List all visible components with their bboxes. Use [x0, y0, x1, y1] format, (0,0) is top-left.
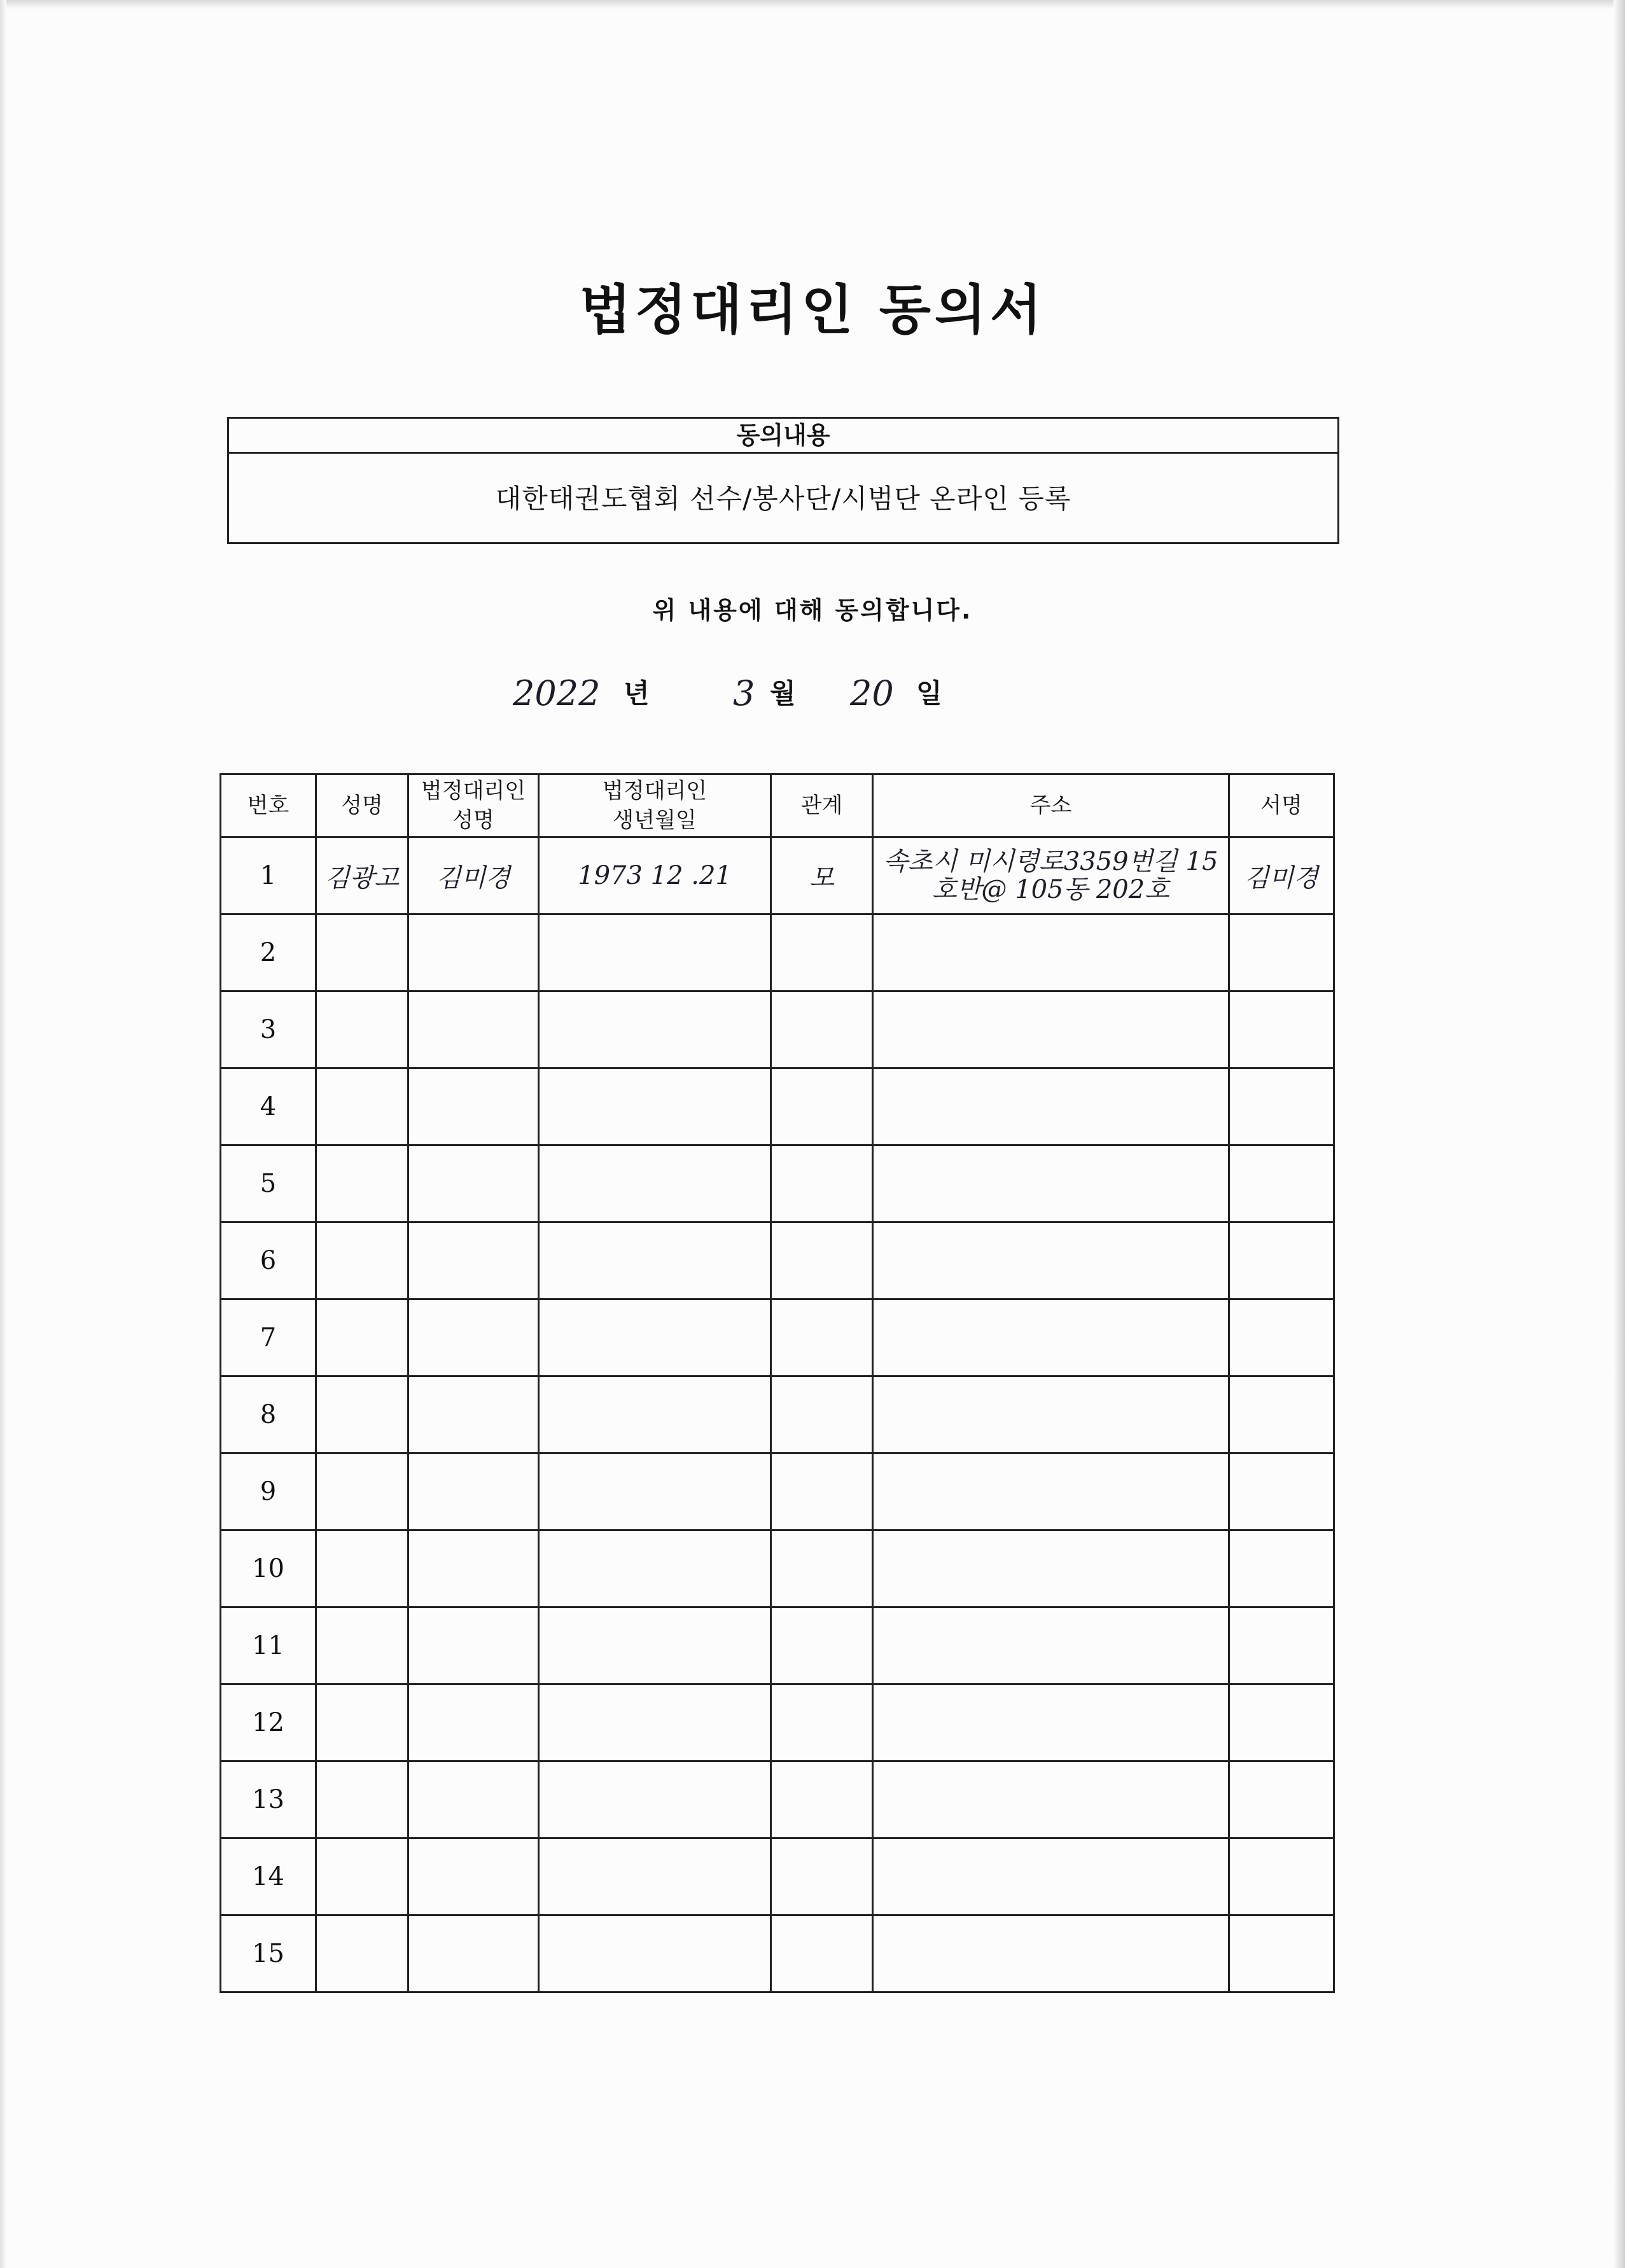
table-row	[221, 1761, 1334, 1838]
cell-signature	[1229, 1761, 1334, 1838]
date-month-unit: 월	[770, 678, 796, 709]
cell-guardian-name	[408, 914, 539, 991]
header-guardian-birth-line2: 생년월일	[613, 808, 697, 833]
cell-name	[316, 1222, 408, 1299]
cell-name	[316, 991, 408, 1068]
cell-guardian-name	[408, 1299, 539, 1376]
header-relation: 관계	[771, 774, 873, 837]
cell-signature	[1229, 1607, 1334, 1684]
cell-number: 14	[221, 1838, 316, 1915]
cell-guardian-birth	[539, 1068, 771, 1145]
cell-guardian-name	[408, 1530, 539, 1607]
cell-relation	[771, 1453, 873, 1530]
cell-address	[873, 1068, 1229, 1145]
table-row	[221, 1915, 1334, 1992]
consent-content-header: 동의내용	[229, 419, 1337, 454]
cell-signature	[1229, 1684, 1334, 1761]
header-guardian-name-line1: 법정대리인	[421, 778, 526, 804]
cell-number: 3	[221, 991, 316, 1068]
cell-signature	[1229, 1453, 1334, 1530]
cell-number: 5	[221, 1145, 316, 1222]
cell-guardian-birth	[539, 1299, 771, 1376]
cell-number: 2	[221, 914, 316, 991]
cell-relation	[771, 1838, 873, 1915]
agree-statement: 위 내용에 대해 동의합니다.	[652, 596, 973, 624]
cell-name	[316, 1684, 408, 1761]
cell-guardian-birth	[539, 1915, 771, 1992]
cell-name	[316, 1761, 408, 1838]
cell-relation	[771, 1145, 873, 1222]
cell-signature	[1229, 1838, 1334, 1915]
cell-signature	[1229, 1145, 1334, 1222]
date-day-unit: 일	[916, 678, 942, 709]
cell-number: 1	[221, 837, 316, 914]
cell-number: 7	[221, 1299, 316, 1376]
cell-number: 15	[221, 1915, 316, 1992]
table-row	[221, 1684, 1334, 1761]
cell-guardian-name	[408, 1607, 539, 1684]
cell-number: 9	[221, 1453, 316, 1530]
cell-signature	[1229, 1068, 1334, 1145]
date-year-handwritten: 2022	[513, 673, 601, 713]
cell-name	[316, 1915, 408, 1992]
cell-signature	[1229, 1915, 1334, 1992]
cell-guardian-name	[408, 1376, 539, 1453]
cell-address	[873, 1145, 1229, 1222]
date-line	[509, 668, 1018, 725]
cell-name	[316, 1453, 408, 1530]
date-day-handwritten: 20	[850, 673, 894, 713]
cell-guardian-birth	[539, 1453, 771, 1530]
table-row	[221, 1376, 1334, 1453]
table-row	[221, 1068, 1334, 1145]
cell-relation	[771, 914, 873, 991]
cell-address	[873, 1376, 1229, 1453]
table-row	[221, 1299, 1334, 1376]
table-header-row	[221, 774, 1334, 837]
header-guardian-name-line2: 성명	[452, 808, 494, 833]
table-row	[221, 837, 1334, 914]
cell-guardian-name	[408, 1838, 539, 1915]
cell-address	[873, 914, 1229, 991]
cell-guardian-birth	[539, 1761, 771, 1838]
cell-name	[316, 1607, 408, 1684]
cell-name	[316, 1145, 408, 1222]
cell-name	[316, 1838, 408, 1915]
cell-number: 13	[221, 1761, 316, 1838]
header-guardian-birth	[539, 774, 771, 837]
cell-address	[873, 1838, 1229, 1915]
cell-relation	[771, 1530, 873, 1607]
table-row	[221, 1222, 1334, 1299]
table-row	[221, 1145, 1334, 1222]
cell-signature	[1229, 914, 1334, 991]
header-guardian-birth-line1: 법정대리인	[602, 778, 708, 804]
cell-name	[316, 1299, 408, 1376]
scan-shadow-top	[0, 0, 1625, 9]
cell-guardian-birth	[539, 1838, 771, 1915]
header-name: 성명	[316, 774, 408, 837]
table-row	[221, 1607, 1334, 1684]
cell-guardian-name: 김미경	[408, 837, 539, 914]
cell-signature	[1229, 1376, 1334, 1453]
cell-guardian-name	[408, 1222, 539, 1299]
cell-address	[873, 837, 1229, 914]
cell-guardian-name	[408, 991, 539, 1068]
table-row	[221, 1530, 1334, 1607]
cell-signature	[1229, 1222, 1334, 1299]
cell-signature: 김미경	[1229, 837, 1334, 914]
cell-guardian-birth	[539, 1530, 771, 1607]
table-row	[221, 1838, 1334, 1915]
cell-relation	[771, 1915, 873, 1992]
table-row	[221, 1453, 1334, 1530]
cell-relation	[771, 1684, 873, 1761]
cell-number: 12	[221, 1684, 316, 1761]
cell-relation	[771, 991, 873, 1068]
cell-address	[873, 1915, 1229, 1992]
header-address: 주소	[873, 774, 1229, 837]
guardian-consent-table	[220, 773, 1335, 1993]
consent-content-box	[227, 417, 1339, 544]
header-signature: 서명	[1229, 774, 1334, 837]
cell-address	[873, 1222, 1229, 1299]
cell-name	[316, 914, 408, 991]
cell-relation	[771, 1761, 873, 1838]
header-guardian-name	[408, 774, 539, 837]
cell-number: 6	[221, 1222, 316, 1299]
cell-signature	[1229, 1299, 1334, 1376]
cell-relation	[771, 1607, 873, 1684]
cell-signature	[1229, 991, 1334, 1068]
cell-guardian-birth	[539, 991, 771, 1068]
date-year-unit: 년	[624, 678, 650, 709]
cell-guardian-name	[408, 1684, 539, 1761]
table-body	[221, 837, 1334, 1992]
cell-guardian-birth	[539, 914, 771, 991]
cell-address	[873, 1453, 1229, 1530]
document-title: 법정대리인 동의서	[579, 279, 1046, 341]
cell-number: 4	[221, 1068, 316, 1145]
cell-guardian-name	[408, 1453, 539, 1530]
cell-address	[873, 1530, 1229, 1607]
cell-guardian-name	[408, 1145, 539, 1222]
cell-address-line2: 호반@ 105동 202호	[932, 875, 1169, 904]
cell-address-line1: 속초시 미시령로3359번길 15	[883, 847, 1218, 876]
cell-signature	[1229, 1530, 1334, 1607]
header-number: 번호	[221, 774, 316, 837]
cell-guardian-birth	[539, 1607, 771, 1684]
cell-address	[873, 991, 1229, 1068]
cell-address	[873, 1761, 1229, 1838]
cell-relation	[771, 1222, 873, 1299]
cell-guardian-birth	[539, 1222, 771, 1299]
cell-guardian-name	[408, 1761, 539, 1838]
cell-guardian-birth	[539, 1145, 771, 1222]
cell-name	[316, 1068, 408, 1145]
cell-guardian-birth	[539, 1376, 771, 1453]
cell-guardian-birth	[539, 1684, 771, 1761]
cell-number: 8	[221, 1376, 316, 1453]
cell-name: 김광고	[316, 837, 408, 914]
consent-content-body: 대한태권도협회 선수/봉사단/시범단 온라인 등록	[495, 483, 1071, 514]
cell-number: 10	[221, 1530, 316, 1607]
cell-relation	[771, 1299, 873, 1376]
cell-guardian-name	[408, 1915, 539, 1992]
table-row	[221, 991, 1334, 1068]
cell-address	[873, 1299, 1229, 1376]
cell-name	[316, 1530, 408, 1607]
cell-address	[873, 1607, 1229, 1684]
table-row	[221, 914, 1334, 991]
cell-relation	[771, 1068, 873, 1145]
date-month-handwritten: 3	[733, 673, 755, 713]
cell-number: 11	[221, 1607, 316, 1684]
cell-address	[873, 1684, 1229, 1761]
cell-guardian-name	[408, 1068, 539, 1145]
cell-relation	[771, 1376, 873, 1453]
cell-name	[316, 1376, 408, 1453]
cell-relation: 모	[771, 837, 873, 914]
cell-guardian-birth: 1973 12 .21	[539, 837, 771, 914]
